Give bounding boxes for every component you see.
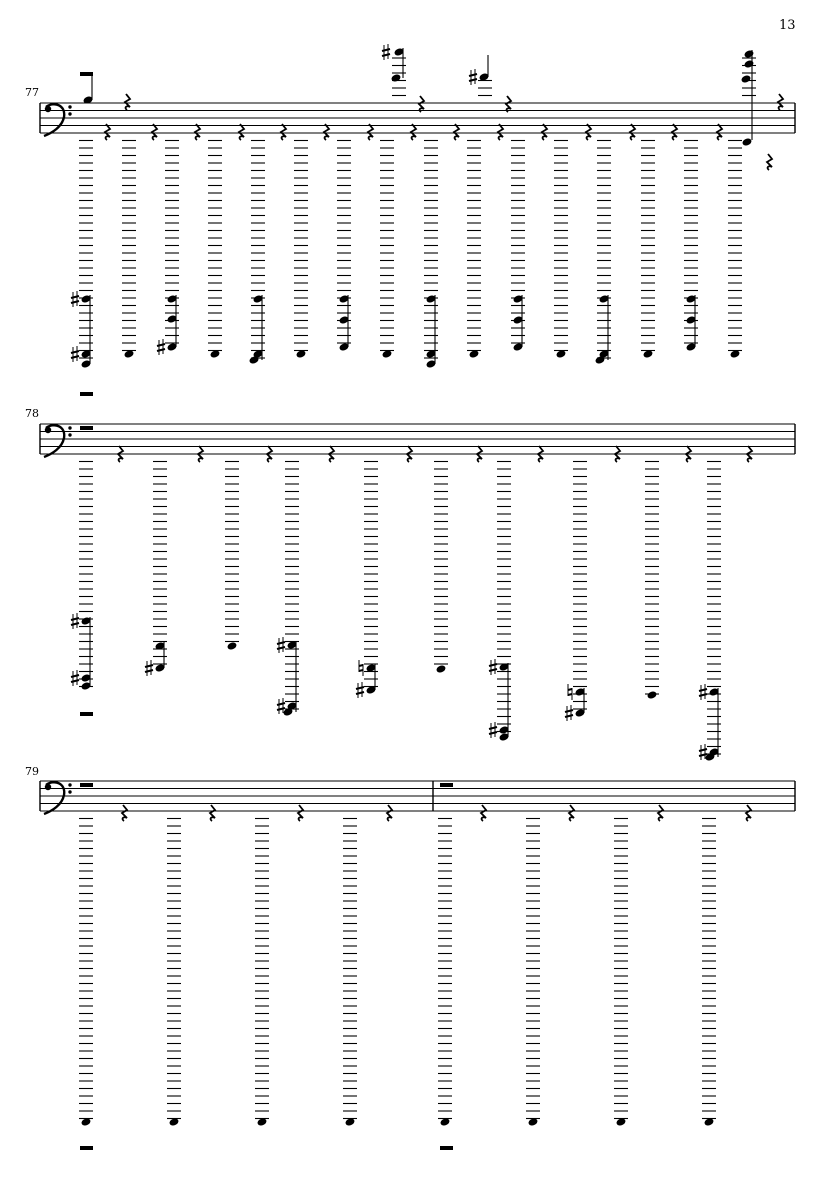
quarter-rest-icon [658, 805, 663, 821]
ledger-lines [641, 141, 655, 351]
ledger-lines [79, 141, 93, 359]
ledger-lines [645, 462, 659, 695]
quarter-rest-icon [105, 124, 110, 140]
sharp-icon [699, 684, 707, 700]
ledger-lines [285, 462, 299, 710]
natural-icon [568, 684, 572, 700]
notehead-icon [435, 664, 446, 674]
sharp-icon [489, 659, 497, 675]
sharp-icon [71, 291, 79, 307]
notehead-icon [646, 690, 657, 700]
ledger-lines [165, 141, 179, 344]
whole-rest-icon [80, 72, 93, 76]
quarter-rest-icon [778, 94, 783, 110]
sharp-icon [157, 339, 165, 355]
staff-system-1 [40, 44, 795, 396]
sharp-icon [565, 705, 573, 721]
ledger-lines [208, 141, 222, 351]
notehead-icon [390, 73, 401, 83]
ledger-lines [526, 819, 540, 1119]
ledger-lines [467, 141, 481, 351]
quarter-rest-icon [630, 124, 635, 140]
sharp-icon [71, 346, 79, 362]
quarter-rest-icon [195, 124, 200, 140]
quarter-rest-icon [586, 124, 591, 140]
quarter-rest-icon [324, 124, 329, 140]
quarter-rest-icon [387, 805, 392, 821]
quarter-rest-icon [569, 805, 574, 821]
ledger-lines [497, 462, 511, 732]
quarter-rest-icon [411, 124, 416, 140]
ledger-lines [343, 819, 357, 1119]
ledger-lines [79, 462, 93, 687]
quarter-rest-icon [746, 805, 751, 821]
quarter-rest-icon [717, 124, 722, 140]
whole-rest-icon [80, 426, 93, 430]
ledger-lines [554, 141, 568, 351]
measure-number-system-1: 77 [25, 86, 39, 99]
sharp-icon [277, 637, 285, 653]
quarter-rest-icon [210, 805, 215, 821]
sharp-icon [71, 613, 79, 629]
bass-clef-icon [44, 782, 72, 814]
bass-clef-icon [44, 425, 72, 457]
ledger-lines [434, 462, 448, 665]
quarter-rest-icon [767, 154, 772, 170]
ledger-lines [728, 141, 742, 351]
natural-icon [359, 660, 363, 676]
ledger-lines [573, 462, 587, 710]
sharp-icon [277, 698, 285, 714]
ledger-lines [122, 141, 136, 351]
ledger-lines [597, 141, 611, 359]
ledger-lines [337, 141, 351, 344]
notehead-icon [741, 137, 752, 147]
quarter-rest-icon [481, 805, 486, 821]
measure-number-system-3: 79 [25, 765, 39, 778]
whole-rest-icon [80, 712, 93, 716]
quarter-rest-icon [454, 124, 459, 140]
ledger-lines [79, 819, 93, 1119]
quarter-rest-icon [298, 805, 303, 821]
whole-rest-icon [440, 783, 453, 787]
staff-system-2 [40, 424, 795, 762]
ledger-lines [702, 819, 716, 1119]
sharp-icon [356, 682, 364, 698]
quarter-rest-icon [152, 124, 157, 140]
quarter-rest-icon [672, 124, 677, 140]
quarter-rest-icon [122, 805, 127, 821]
quarter-rest-icon [542, 124, 547, 140]
notehead-icon [226, 641, 237, 651]
ledger-lines [364, 462, 378, 687]
ledger-lines [438, 819, 452, 1119]
quarter-rest-icon [368, 124, 373, 140]
sharp-icon [469, 69, 477, 85]
ledger-lines [707, 462, 721, 755]
ledger-lines [153, 462, 167, 665]
page-number: 13 [779, 18, 796, 33]
bass-clef-icon [44, 104, 72, 136]
sharp-icon [71, 670, 79, 686]
ledger-lines [614, 819, 628, 1119]
notehead-icon [743, 49, 754, 59]
sharp-icon [489, 722, 497, 738]
staff-system-3 [40, 781, 795, 1150]
ledger-lines [511, 141, 525, 344]
whole-rest-icon [80, 783, 93, 787]
ledger-lines [294, 141, 308, 351]
quarter-rest-icon [281, 124, 286, 140]
sharp-icon [145, 660, 153, 676]
whole-rest-icon [80, 1146, 93, 1150]
ledger-lines [251, 141, 265, 359]
notehead-icon [740, 74, 751, 84]
quarter-rest-icon [239, 124, 244, 140]
quarter-rest-icon [498, 124, 503, 140]
measure-number-system-2: 78 [25, 407, 39, 420]
quarter-rest-icon [125, 94, 130, 110]
ledger-lines [380, 141, 394, 351]
notehead-icon [743, 59, 754, 69]
quarter-rest-icon [419, 96, 424, 112]
ledger-lines [478, 81, 492, 96]
whole-rest-icon [80, 392, 93, 396]
ledger-lines [424, 141, 438, 359]
ledger-lines [255, 819, 269, 1119]
ledger-lines [225, 462, 239, 642]
ledger-lines [167, 819, 181, 1119]
quarter-rest-icon [506, 96, 511, 112]
ledger-lines [684, 141, 698, 344]
whole-rest-icon [440, 1146, 453, 1150]
sharp-icon [382, 44, 390, 60]
